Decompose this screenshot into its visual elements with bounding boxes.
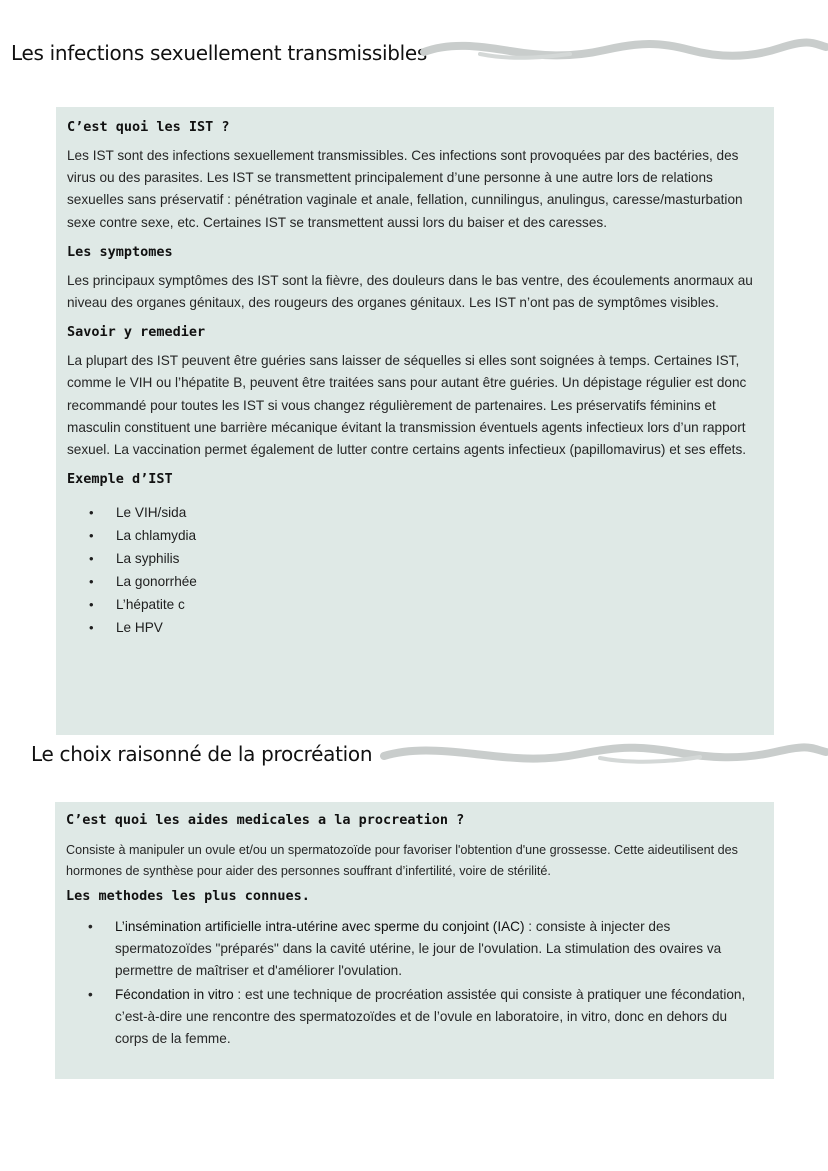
bullet-icon: • [88, 919, 93, 934]
list-item: • Le HPV [67, 616, 762, 639]
list-item: • Le VIH/sida [67, 501, 762, 524]
squiggle-decoration [380, 740, 828, 770]
methods-list [66, 916, 762, 1050]
examples-list [67, 501, 762, 639]
list-item [66, 916, 762, 983]
paragraph-what-are-ist: Les IST sont des infections sexuellement transmissibles. Ces infections sont provoquées par des bactéries, des virus ou des parasites. Les IST se transmettent principalement d’une personne à une autre lors de relations sexuelles sans préservatif : pénétration vaginale et anale, fellation, cunnilingus, anulingus, caresse/masturbation sexe contre sexe, etc. Certaines IST se transmettent aussi lors du baiser et des caresses. [67, 148, 743, 230]
list-item: • L’hépatite c [67, 593, 762, 616]
paragraph-symptoms: Les principaux symptômes des IST sont la fièvre, des douleurs dans le bas ventre, des écoulements anormaux au niveau des organes génitaux, des rougeurs des organes génitaux. Les IST n’ont pas de symptômes visibles. [67, 272, 753, 311]
bullet-icon: • [89, 505, 94, 521]
heading-what-is-amp: C’est quoi les aides medicales a la procreation ? [66, 812, 465, 828]
list-item [66, 984, 762, 1051]
method-description: : est une technique de procréation assistée qui consiste à pratiquer une fécondation, c’est-à-dire une rencontre des spermatozoïdes et de l’ovule en laboratoire, in vitro, donc en dehors du corps de la femme. [115, 986, 746, 1047]
method-description: : consiste à injecter des spermatozoïdes "préparés" dans la cavité utérine, le jour de l'ovulation. La stimulation des ovaires va permettre de maîtriser et d'améliorer l'ovulation. [115, 919, 722, 979]
bullet-icon: • [89, 597, 94, 613]
bullet-icon: • [89, 574, 94, 590]
heading-methods: Les methodes les plus connues. [66, 888, 310, 904]
paragraph-what-is-amp: Consiste à manipuler un ovule et/ou un spermatozoïde pour favoriser l'obtention d'une grossesse. Cette aideutilisent des hormones de synthèse pour aider des personnes souffrant d’infertilité, voire de stérilité. [66, 843, 738, 878]
list-item: • La syphilis [67, 547, 762, 570]
heading-examples: Exemple d’IST [67, 471, 173, 488]
bullet-icon: • [88, 986, 93, 1002]
bullet-icon: • [89, 551, 94, 567]
list-item: • La gonorrhée [67, 570, 762, 593]
list-item: • La chlamydia [67, 524, 762, 547]
section-title-ist: Les infections sexuellement transmissibles [11, 41, 428, 65]
method-term: L’insémination artificielle intra-utérine avec sperme du conjoint (IAC) [115, 919, 525, 934]
heading-remedy: Savoir y remedier [67, 324, 206, 341]
section-title-procreation: Le choix raisonné de la procréation [31, 742, 373, 766]
bullet-icon: • [89, 620, 94, 636]
paragraph-remedy: La plupart des IST peuvent être guéries sans laisser de séquelles si elles sont soignées à temps. Certaines IST, comme le VIH ou l’hépatite B, peuvent être traitées sans pour autant être guéries. Un dépistage régulier est donc recommandé pour toutes les IST si vous changez régulièrement de partenaires. Les préservatifs féminins et masculin constituent une barrière mécanique évitant la transmission éventuels agents infectieux lors d’un rapport sexuel. La vaccination permet également de lutter contre certains agents infectieux (papillomavirus) et ses effets. [67, 353, 747, 458]
method-term: Fécondation in vitro [115, 986, 234, 1002]
heading-symptoms: Les symptomes [67, 243, 173, 260]
bullet-icon: • [89, 528, 94, 544]
squiggle-decoration [420, 38, 828, 68]
ist-info-panel [56, 107, 774, 735]
heading-what-are-ist: C’est quoi les IST ? [67, 119, 230, 135]
procreation-info-panel [55, 802, 774, 1079]
